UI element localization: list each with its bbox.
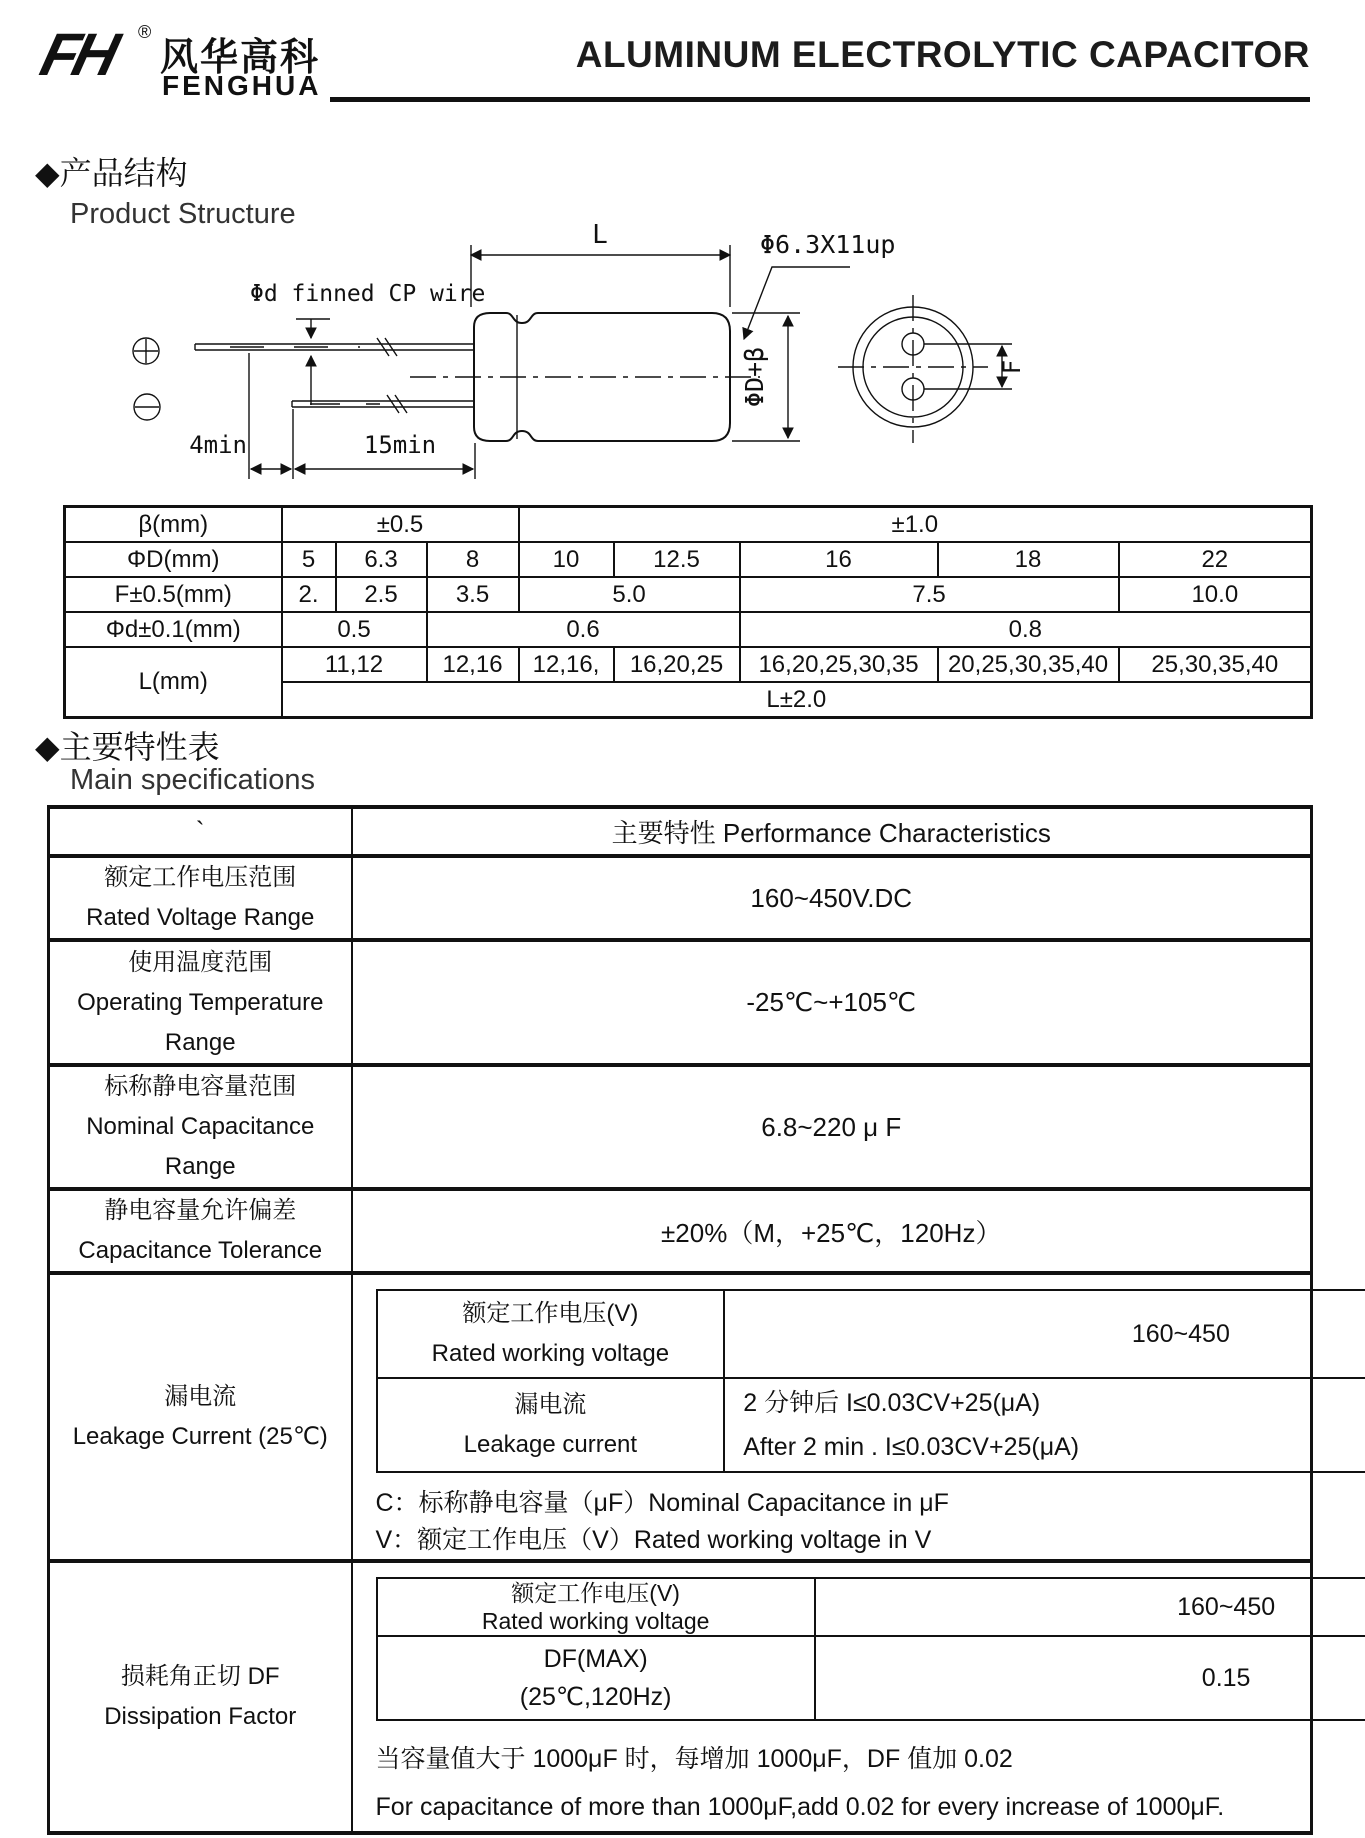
leakage-inner-table bbox=[376, 1289, 1311, 1473]
spec-label bbox=[49, 1561, 352, 1833]
spec-value: 6.8~220 μ F bbox=[352, 1065, 1312, 1189]
spec-value: ±20%（M，+25℃，120Hz） bbox=[352, 1189, 1312, 1273]
section-main-specs-cn: ◆主要特性表 bbox=[35, 729, 220, 765]
spec-label bbox=[49, 1189, 352, 1273]
inner-value: 0.15 bbox=[815, 1636, 1365, 1720]
sleeve-leader-line bbox=[744, 267, 850, 339]
row-label: F±0.5(mm) bbox=[65, 577, 282, 612]
spec-label bbox=[49, 856, 352, 940]
leakage-formula-en: After 2 min . I≤0.03CV+25(μA) bbox=[743, 1433, 1080, 1461]
pitch-dim-label: F bbox=[998, 359, 1026, 375]
table-row bbox=[49, 807, 1312, 856]
df-inner-table bbox=[376, 1577, 1311, 1721]
note-cn: 当容量值大于 1000μF 时，每增加 1000μF，DF 值加 0.02 bbox=[375, 1745, 1013, 1773]
lead-length-dims bbox=[249, 353, 475, 479]
inner-label-cn: 漏电流 bbox=[514, 1391, 587, 1418]
label-en: Dissipation Factor bbox=[104, 1703, 297, 1730]
table-row: F±0.5(mm) 2. 2.5 3.5 5.0 7.5 10.0 bbox=[65, 577, 1312, 612]
table-row: L±2.0 bbox=[65, 682, 1312, 718]
row-label: ΦD(mm) bbox=[65, 542, 282, 577]
spec-header-left: ` bbox=[49, 807, 352, 856]
label-en: Range bbox=[164, 1153, 236, 1180]
label-en: Range bbox=[164, 1028, 236, 1056]
header-rule bbox=[330, 97, 1310, 102]
table-row: Φd±0.1(mm) 0.5 0.6 0.8 bbox=[65, 612, 1312, 647]
label-cn: 损耗角正切 DF bbox=[120, 1663, 280, 1690]
table-row bbox=[49, 940, 1312, 1065]
table-row bbox=[49, 856, 1312, 940]
spec-header-right: 主要特性 Performance Characteristics bbox=[352, 807, 1312, 856]
lead-pitch-min-label: 15min bbox=[363, 431, 437, 459]
label-cn: 额定工作电压范围 bbox=[104, 864, 297, 891]
note-v: V：额定工作电压（V）Rated working voltage in V bbox=[375, 1526, 932, 1554]
negative-lead-wire bbox=[292, 395, 474, 413]
label-en: Leakage Current (25℃) bbox=[72, 1423, 328, 1450]
capacitor-outline-drawing bbox=[60, 195, 1120, 485]
section-product-structure-en: Product Structure bbox=[70, 198, 296, 230]
leakage-notes bbox=[376, 1485, 1311, 1559]
dimensions-table bbox=[63, 505, 1313, 719]
lead-len-min-label: 4min bbox=[189, 431, 247, 459]
length-dim-label: L bbox=[592, 220, 608, 250]
polarity-minus-icon bbox=[134, 394, 160, 420]
fenghua-logo-mark-icon: FH bbox=[34, 21, 121, 88]
inner-label-df1: DF(MAX) bbox=[543, 1645, 648, 1673]
label-cn: 静电容量允许偏差 bbox=[104, 1197, 297, 1224]
document-title: ALUMINUM ELECTROLYTIC CAPACITOR bbox=[575, 34, 1310, 75]
main-specifications-table bbox=[47, 805, 1313, 1835]
inner-label-cn: 额定工作电压(V) bbox=[511, 1580, 680, 1606]
note-c: C：标称静电容量（μF）Nominal Capacitance in μF bbox=[375, 1489, 949, 1517]
label-en: Rated Voltage Range bbox=[86, 904, 315, 931]
inner-label-en: Rated working voltage bbox=[481, 1608, 710, 1634]
inner-label-en: Rated working voltage bbox=[431, 1340, 670, 1367]
section-product-structure-cn: ◆产品结构 bbox=[35, 155, 188, 191]
leakage-spec-cell bbox=[352, 1273, 1312, 1561]
positive-lead-wire bbox=[195, 338, 474, 356]
section-main-specs-en: Main specifications bbox=[70, 764, 315, 796]
registered-trademark-icon: ® bbox=[138, 22, 152, 42]
table-row: β(mm) ±0.5 ±1.0 bbox=[65, 507, 1312, 543]
spec-value: 160~450V.DC bbox=[352, 856, 1312, 940]
polarity-plus-icon bbox=[133, 338, 159, 364]
capacitor-end-view bbox=[838, 295, 1012, 443]
inner-value: 160~450 bbox=[724, 1290, 1365, 1378]
row-label: β(mm) bbox=[65, 507, 282, 543]
table-row: L(mm) 11,12 12,16 12,16, 16,20,25 16,20,25,30,35 20,25,30,35,40 25,30,35,40 bbox=[65, 647, 1312, 682]
brand-name-english: FENGHUA bbox=[162, 70, 322, 101]
spec-value: -25℃~+105℃ bbox=[352, 940, 1312, 1065]
diameter-dim-label: ΦD+β bbox=[740, 346, 769, 408]
row-label: L(mm) bbox=[65, 647, 282, 718]
lead-diameter-dim bbox=[296, 319, 330, 405]
label-en: Capacitance Tolerance bbox=[78, 1237, 323, 1264]
label-cn: 漏电流 bbox=[164, 1383, 237, 1410]
length-dim bbox=[471, 245, 730, 307]
label-en: Nominal Capacitance bbox=[86, 1113, 315, 1140]
inner-value: 160~450 bbox=[815, 1578, 1365, 1636]
spec-label bbox=[49, 1273, 352, 1561]
df-spec-cell bbox=[352, 1561, 1312, 1833]
label-en: Operating Temperature bbox=[77, 988, 324, 1016]
table-row: ΦD(mm) 5 6.3 8 10 12.5 16 18 22 bbox=[65, 542, 1312, 577]
table-row bbox=[49, 1561, 1312, 1833]
spec-label bbox=[49, 940, 352, 1065]
brand-name-chinese: 风华高科 bbox=[160, 37, 321, 79]
table-row bbox=[49, 1065, 1312, 1189]
label-cn: 标称静电容量范围 bbox=[104, 1073, 297, 1100]
note-en: For capacitance of more than 1000μF,add 0.02 for every increase of 1000μF. bbox=[375, 1793, 1225, 1821]
table-row bbox=[49, 1189, 1312, 1273]
df-notes bbox=[376, 1735, 1311, 1831]
inner-label-en: Leakage current bbox=[463, 1431, 638, 1458]
row-label: Φd±0.1(mm) bbox=[65, 612, 282, 647]
label-cn: 使用温度范围 bbox=[128, 948, 273, 976]
inner-label-df2: (25℃,120Hz) bbox=[519, 1683, 672, 1711]
spec-label bbox=[49, 1065, 352, 1189]
leakage-formula-cn: 2 分钟后 I≤0.03CV+25(μA) bbox=[743, 1389, 1041, 1417]
inner-label-cn: 额定工作电压(V) bbox=[462, 1300, 639, 1327]
sleeve-dim-label: Φ6.3X11up bbox=[760, 230, 896, 259]
table-row bbox=[49, 1273, 1312, 1561]
lead-wire-label: Φd finned CP wire bbox=[250, 281, 486, 307]
